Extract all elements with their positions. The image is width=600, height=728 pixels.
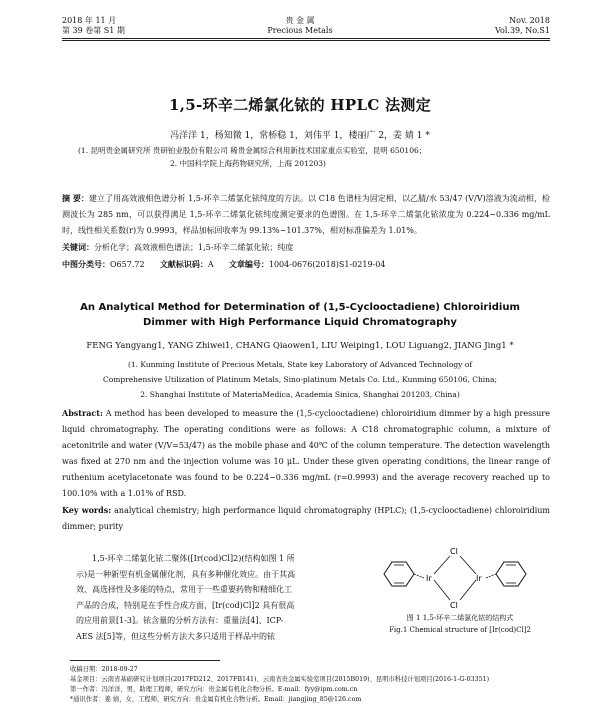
article-number-value: 1004-0676(2018)S1-0219-04 [268, 260, 386, 269]
journal-name-en: Precious Metals [267, 26, 333, 35]
header-rule-thin [62, 40, 550, 41]
doc-code-value: A [207, 260, 214, 269]
header-volume-en: Vol.39, No.S1 [494, 26, 550, 35]
structure-diagram [370, 542, 550, 612]
coord-bond-left [414, 574, 424, 578]
figure-caption-en: Fig.1 Chemical structure of [Ir(cod)Cl]2 [389, 626, 531, 634]
classification-line [62, 256, 550, 273]
figure-structure [370, 542, 550, 612]
affiliations-zh [70, 144, 540, 170]
title-en-line2: Dimmer with High Performance Liquid Chromatography [143, 317, 457, 328]
keywords-zh-text: 分析化学；高效液相色谱法；1,5-环辛二烯氯化铱；纯度 [94, 243, 294, 252]
coord-bond-right [486, 574, 496, 578]
affiliation-en-1: (1. Kunming Institute of Precious Metals, State key Laboratory of Advanced Technology of [127, 360, 473, 369]
figure-caption-zh: 图 1 1,5-环辛二烯氯化铱的结构式 [406, 614, 514, 622]
abstract-zh-label: 摘 要： [62, 193, 89, 203]
footnote-funding: 基金项目：云南省基础研究计划项目(2017FD212、2017FB141)、云南省贵金属实验室项目(2015B019)、昆明市科技计划项目(2016-1-G-03351) [70, 676, 490, 683]
header-rule [62, 38, 550, 39]
keywords-en-text: analytical chemistry; high performance liquid chromatography (HPLC); (1,5-cyclooctadiene) chloroiridium dimmer; purity [62, 506, 551, 531]
article-number-label: 文章编号： [228, 259, 269, 269]
journal-name-zh: 贵 金 属 [285, 16, 315, 25]
affiliations-en [60, 357, 540, 402]
abstract-en-text: A method has been developed to measure the (1,5-cyclooctadiene) chloroiridium dimmer by a high pressure liquid chromatography. The operating conditions were as follows: A C18 chromatographic column, a mixture of acetonitrile and water (V/V=53/47) as the mobile phase and 40℃ of the column temperature. The detection wavelength was fixed at 270 nm and the injection volume was 10 μL. Under these given operating conditions, the linear range of ruthenium acetylacetonate was found to be 0.224~0.336 mg/mL (r=0.9993) and the average recovery reached up to 100.10% with a 1.01% of RSD. [62, 409, 550, 498]
bond-cl-top-ir2 [460, 556, 476, 574]
footnote-rule [70, 660, 220, 661]
body-text-zh: 1,5-环辛二烯氯化铱二聚体([Ir(cod)Cl]2)(结构如图 1 所示)是一种新型有机金属催化剂，具有多种催化效应。由于其高效、高选择性及多能的特点，常用于一些重要药物和精细化工产品的合成，特别是在手性合成方面，[Ir(cod)Cl]2 具有很高的应用前景[1-3]。铱含量的分析方法有：重量法[4]、ICP-AES 法[5]等，但这些分析方法大多只适用于样品中的铱 [76, 554, 296, 641]
bond-ir1-cl-bottom [434, 580, 450, 600]
title-en [40, 300, 560, 330]
authors-en: FENG Yangyang1, YANG Zhiwei1, CHANG Qiaowen1, LIU Weiping1, LOU Liguang2, JIANG Jing1 * [86, 341, 514, 351]
title-zh: 1,5-环辛二烯氯化铱的 HPLC 法测定 [168, 96, 431, 114]
title-en-line1: An Analytical Method for Determination of (1,5-Cyclooctadiene) Chloroiridium [80, 302, 520, 313]
abstract-en [62, 405, 550, 502]
abstract-en-block [62, 405, 550, 535]
footnote-first-author: 第一作者：冯洋洋，男，助理工程师，研究方向：贵金属有机化合物分析。E-mail：fyy@ipm.com.cn [70, 686, 358, 693]
abstract-zh-text: 建立了用高效液相色谱分析 1,5-环辛二烯氯化铱纯度的方法。以 C18 色谱柱为固定相，以乙腈/水 53/47 (V/V)溶液为流动相，检测波长为 285 nm，可以获得满足 1,5-环辛二烯氯化铱纯度测定要求的色谱图。在 1,5-环辛二烯氯化铱浓度为 0.224~0.336 mg/mL 时，线性相关系数(r)为 0.9993，样品加标回收率为 99.13%~101.37%，相对标准偏差为 1.01%。 [62, 194, 550, 235]
affiliation-zh-2: 2. 中国科学院上海药物研究所，上海 201203) [170, 159, 326, 168]
atom-cl-top: Cl [450, 547, 458, 556]
abstract-zh [62, 190, 550, 239]
cod-ring-left [384, 562, 414, 586]
doc-code-label: 文献标识码： [159, 259, 208, 269]
atom-cl-bottom: Cl [450, 601, 458, 610]
footnote-received: 收稿日期：2018-09-27 [70, 666, 138, 673]
affiliation-zh-1: (1. 昆明贵金属研究所 贵研铂业股份有限公司 稀贵金属综合利用新技术国家重点实验室，昆明 650106； [78, 146, 427, 155]
affiliation-en-2: Comprehensive Utilization of Platinum Metals, Sino-platinum Metals Co. Ltd., Kunming 650106, China; [102, 375, 498, 384]
abstract-zh-block [62, 190, 550, 273]
header-volume: 第 39 卷第 S1 期 [62, 26, 125, 35]
authors-zh: 冯洋洋 1，杨知微 1，常桥稳 1，刘伟平 1，楼丽广 2，姜 婧 1 * [170, 131, 430, 141]
clc-label: 中图分类号： [62, 259, 110, 269]
keywords-en [62, 502, 550, 535]
header-issue-info-en [495, 16, 550, 36]
bond-ir1-cl-top [434, 556, 450, 574]
header-date: 2018 年 11 月 [62, 16, 117, 25]
keywords-zh [62, 239, 550, 256]
affiliation-en-3: 2. Shanghai Institute of MateriaMedica, Academia Sinica, Shanghai 201203, China) [140, 390, 460, 399]
atom-ir-1: Ir [426, 574, 432, 583]
keywords-en-label: Key words: [62, 505, 112, 515]
footnote-corresponding-author: *通讯作者：姜 婧，女，工程师，研究方向：贵金属有机化合物分析。Email：jiangjing_85@126.com [70, 696, 362, 703]
abstract-en-label: Abstract: [62, 408, 103, 418]
bond-cl-bottom-ir2 [460, 580, 476, 600]
cod-ring-right [496, 562, 526, 586]
header-date-en: Nov. 2018 [509, 16, 550, 25]
clc-value: O657.72 [110, 260, 145, 269]
footnotes [70, 665, 550, 705]
atom-ir-2: Ir [476, 574, 482, 583]
keywords-zh-label: 关键词： [62, 242, 94, 252]
